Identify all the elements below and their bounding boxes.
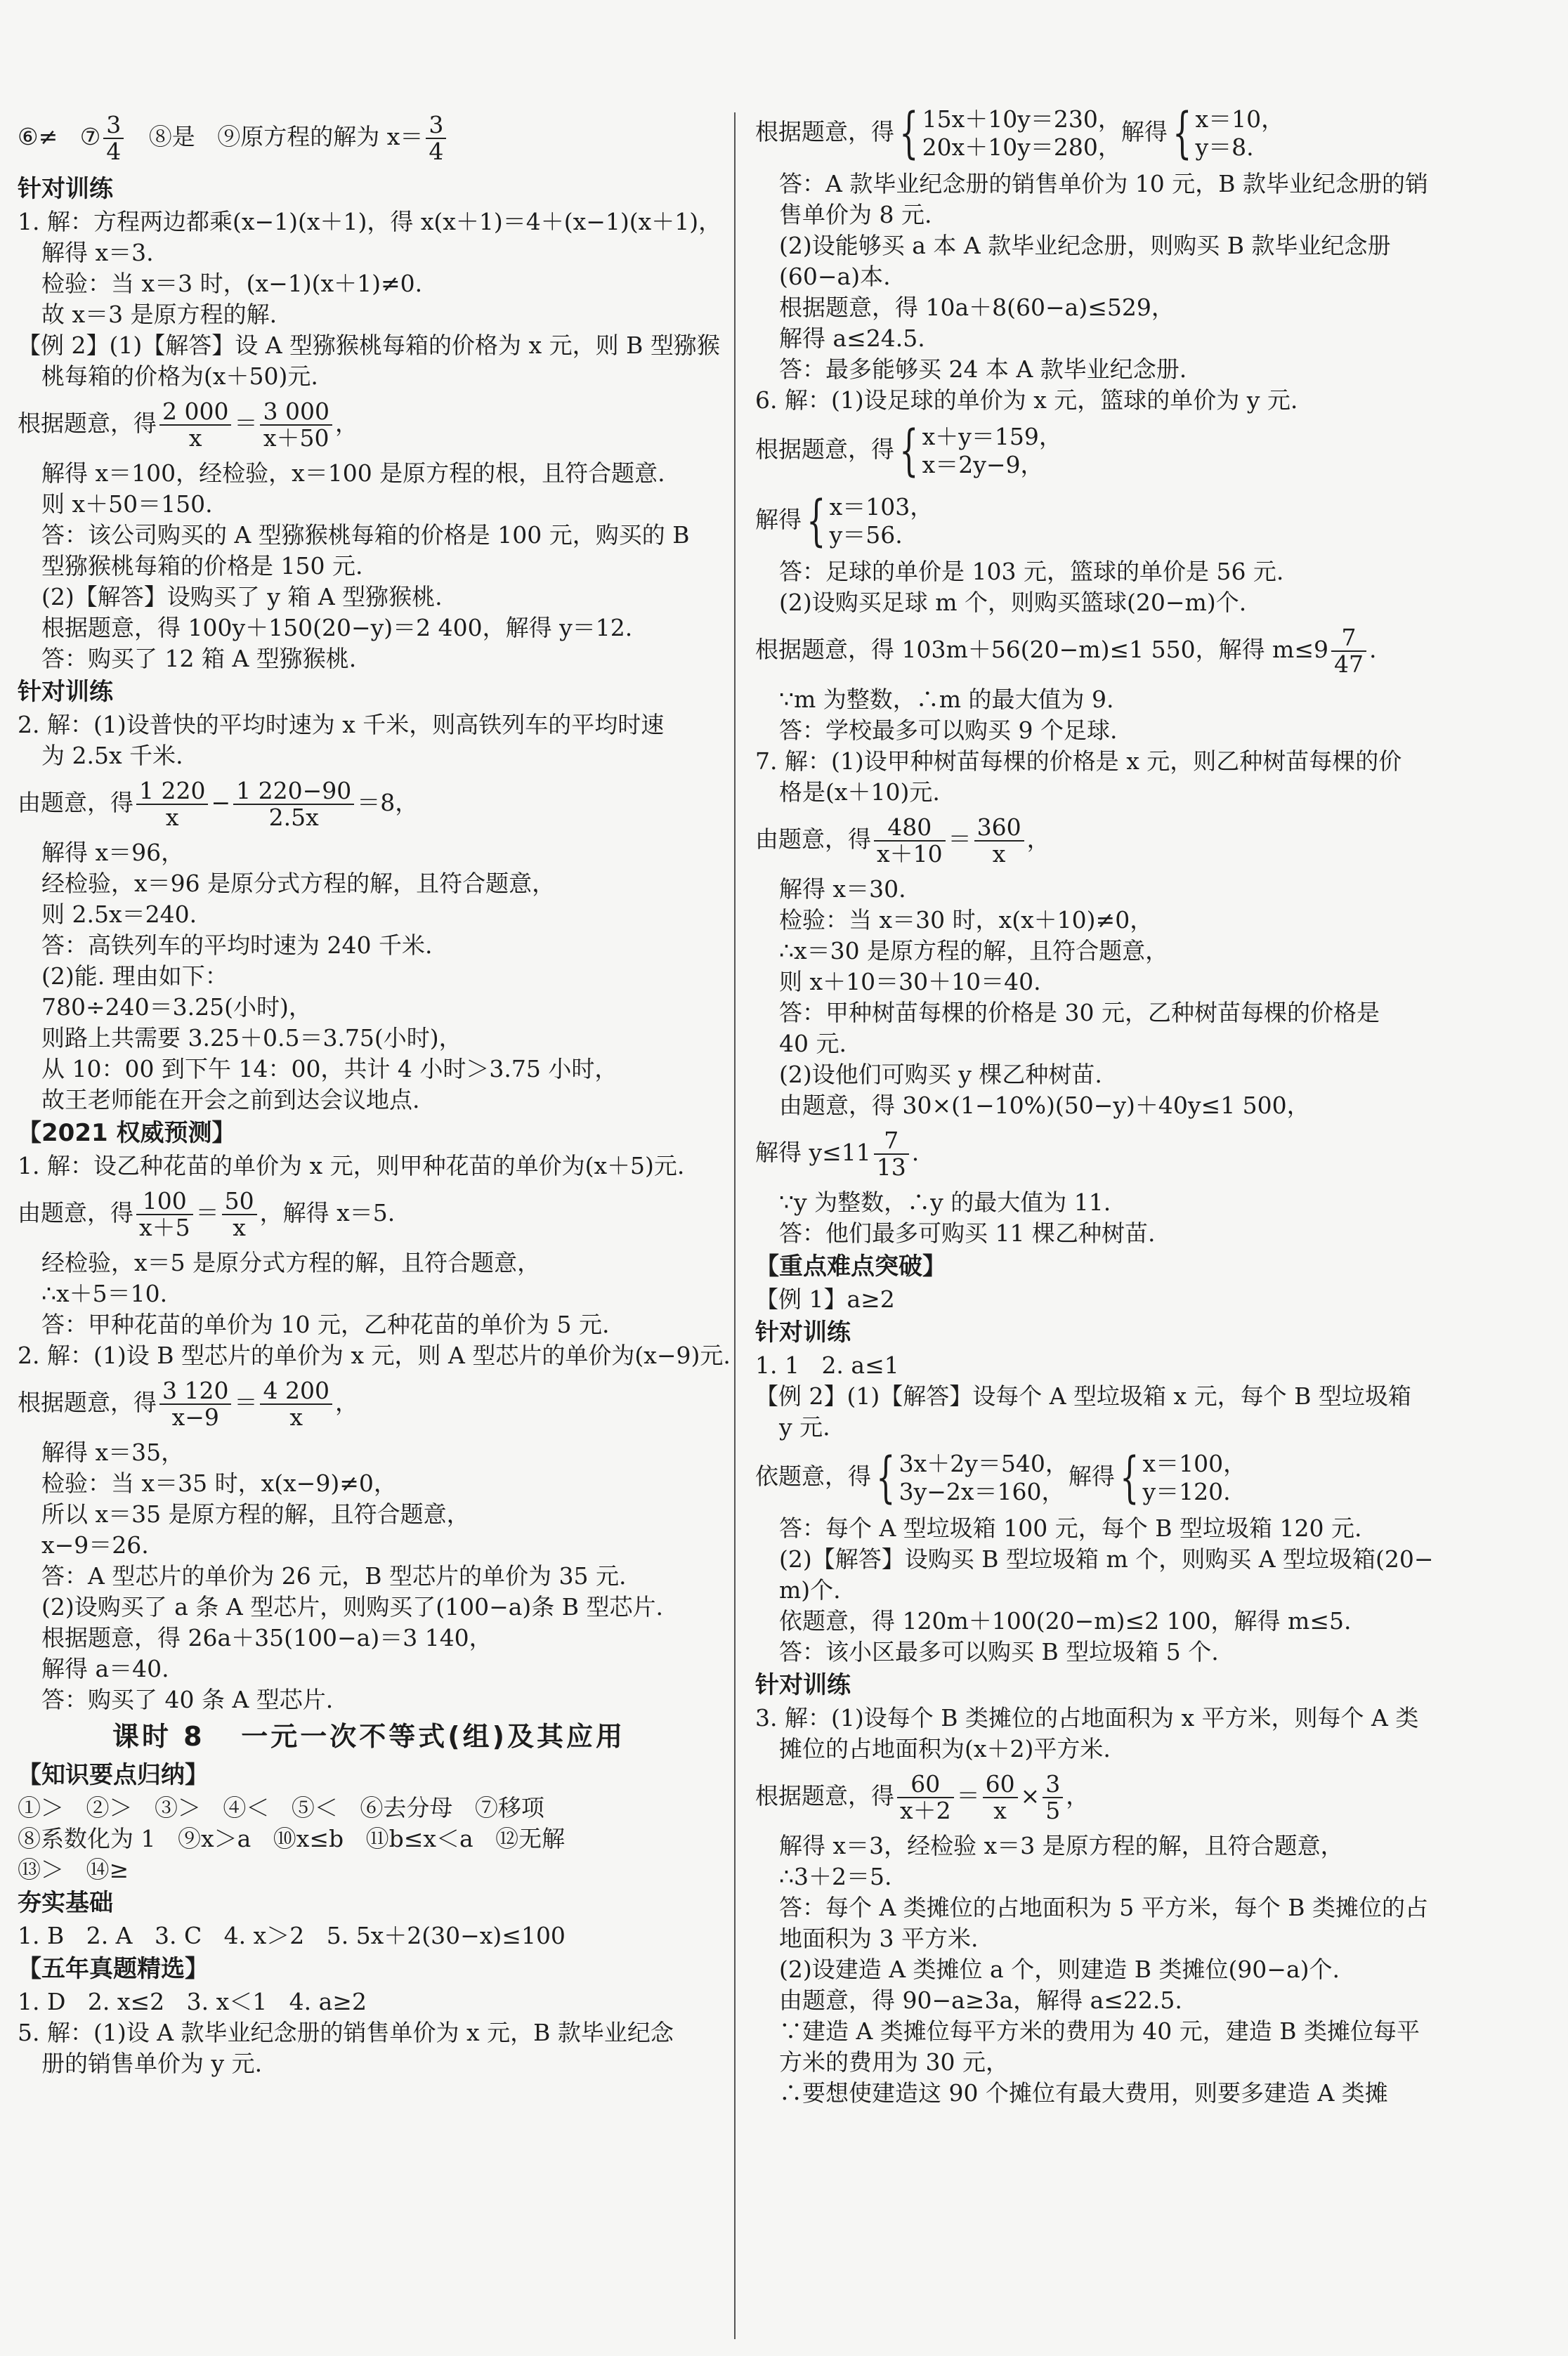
equation-line: 由题意，得 $\frac{480}{x+10}$ ＝ $\frac{360}{x}$ ， (755, 813, 1050, 868)
fraction: $\frac{1 220-90}{2.5x}$ (233, 778, 354, 830)
text-line: 解得 x＝100，经检验，x＝100 是原方程的根，且符合题意. (41, 459, 665, 487)
brace-icon: { (806, 490, 826, 553)
section-heading: 针对训练 (755, 1318, 851, 1347)
text-line: 格是(x＋10)元. (779, 778, 940, 806)
text-line: 根据题意，得 10a＋8(60−a)≤529， (779, 294, 1175, 321)
text-line: 答：购买了 12 箱 A 型猕猴桃. (41, 645, 357, 672)
text-line: 6. 解：(1)设足球的单价为 x 元，篮球的单价为 y 元. (755, 386, 1298, 414)
text-line: 售单价为 8 元. (779, 201, 932, 228)
text-line: (2)设能够买 a 本 A 款毕业纪念册，则购买 B 款毕业纪念册 (779, 232, 1391, 259)
text-line: 检验：当 x＝30 时，x(x＋10)≠0， (779, 906, 1154, 934)
text-line: 答：甲种花苗的单价为 10 元，乙种花苗的单价为 5 元. (41, 1311, 610, 1338)
text-line: 40 元. (779, 1030, 847, 1057)
fraction: $\frac{4 200}{x}$ (260, 1378, 332, 1430)
text-line: (2)能. 理由如下： (41, 962, 228, 990)
equation-line: 根据题意，得 $\frac{2 000}{x}$ ＝ $\frac{3 000}{x+50}$ ， (18, 398, 358, 452)
section-heading: 针对训练 (18, 175, 113, 203)
answer-text: ⑧是 ⑨原方程的解为 x＝ (126, 123, 424, 150)
text-line: 检验：当 x＝3 时，(x−1)(x＋1)≠0. (41, 270, 423, 297)
text-line: ∵m 为整数，∴m 的最大值为 9. (779, 686, 1114, 713)
answer-text: ⑥≠ ⑦ (18, 123, 101, 150)
text-line: (2)设购买足球 m 个，则购买篮球(20−m)个. (779, 589, 1247, 616)
equation-line: 根据题意，得 $\frac{60}{x+2}$ ＝ $\frac{60}{x}$ × $\frac{3}{5}$ ， (755, 1770, 1090, 1824)
fraction: $\frac{1 220}{x}$ (136, 778, 208, 830)
text-line: 2. 解：(1)设普快的平均时速为 x 千米，则高铁列车的平均时速 (18, 711, 665, 738)
section-heading: 【重点难点突破】 (755, 1252, 946, 1281)
text-line: 780÷240＝3.25(小时)， (41, 993, 312, 1021)
text-line: 答：每个 A 型垃圾箱 100 元，每个 B 型垃圾箱 120 元. (779, 1514, 1362, 1542)
section-heading: 针对训练 (755, 1671, 851, 1699)
answer-line (18, 105, 720, 171)
brace-icon: { (899, 419, 919, 483)
text-line: 1. 1 2. a≤1 (755, 1352, 899, 1379)
text-line: 根据题意，得 26a＋35(100−a)＝3 140， (41, 1624, 492, 1651)
right-column (755, 98, 1458, 2109)
text-line: y 元. (779, 1413, 830, 1441)
text-line: 答：他们最多可购买 11 棵乙种树苗. (779, 1219, 1156, 1247)
text-line: 5. 解：(1)设 A 款毕业纪念册的销售单价为 x 元，B 款毕业纪念 (18, 2019, 674, 2046)
section-heading: 【2021 权威预测】 (18, 1119, 236, 1147)
text-line: 故 x＝3 是原方程的解. (41, 301, 277, 328)
fraction: $\frac{3}{5}$ (1043, 1772, 1063, 1824)
fraction: $\frac{360}{x}$ (974, 815, 1024, 867)
equation-system: x＝100， y＝120. (1142, 1450, 1247, 1505)
fraction: $\frac{480}{x+10}$ (874, 815, 946, 867)
text-line: ⑧系数化为 1 ⑨x＞a ⑩x≤b ⑪b≤x＜a ⑫无解 (18, 1825, 566, 1852)
equation-system: 3x＋2y＝540， 3y−2x＝160， (899, 1450, 1069, 1505)
text-line: 3. 解：(1)设每个 B 类摊位的占地面积为 x 平方米，则每个 A 类 (755, 1704, 1419, 1732)
equation-line: 依题意，得{ 3x＋2y＝540， 3y−2x＝160， 解得{ x＝100， y＝120. (755, 1446, 1247, 1510)
column-divider (734, 112, 736, 2339)
text-line: 【例 2】(1)【解答】设每个 A 型垃圾箱 x 元，每个 B 型垃圾箱 (755, 1382, 1411, 1410)
left-column (18, 105, 731, 2079)
text-line: 解得 x＝3. (41, 239, 154, 266)
section-heading: 夯实基础 (18, 1889, 113, 1917)
text-line: ∵y 为整数，∴y 的最大值为 11. (779, 1189, 1111, 1216)
text-line: 解得 x＝35， (41, 1439, 185, 1466)
equation-line: 根据题意，得 103m＋56(20−m)≤1 550，解得 m≤9 $\frac{7}{47}$ . (755, 624, 1377, 678)
fraction: $\frac{3}{4}$ (103, 112, 124, 164)
brace-icon: { (1172, 102, 1192, 165)
text-line: 1. 解：方程两边都乘(x−1)(x＋1)，得 x(x＋1)＝4＋(x−1)(x＋1)， (18, 208, 722, 235)
text-line: 方米的费用为 30 元， (779, 2048, 1009, 2076)
text-line: 答：A 款毕业纪念册的销售单价为 10 元，B 款毕业纪念册的销 (779, 170, 1429, 197)
text-line: (2)设购买了 a 条 A 型芯片，则购买了(100−a)条 B 型芯片. (41, 1593, 663, 1621)
text-line: 答：最多能够买 24 本 A 款毕业纪念册. (779, 355, 1187, 383)
brace-icon: { (1120, 1446, 1139, 1510)
text-line: ∴x＝30 是原方程的解，且符合题意， (779, 937, 1169, 964)
equation-line: 解得{ x＝103， y＝56. (755, 490, 934, 553)
text-line: 则路上共需要 3.25＋0.5＝3.75(小时)， (41, 1024, 462, 1052)
fraction: $\frac{7}{47}$ (1331, 625, 1366, 677)
fraction: $\frac{3 120}{x-9}$ (159, 1378, 231, 1430)
equation-system: 15x＋10y＝230， 20x＋10y＝280， (922, 105, 1121, 161)
fraction: $\frac{7}{13}$ (874, 1128, 909, 1180)
text-line: 1. 解：设乙种花苗的单价为 x 元，则甲种花苗的单价为(x＋5)元. (18, 1152, 685, 1179)
equation-line: 由题意，得 $\frac{1 220}{x}$ − $\frac{1 220-90}{2.5x}$ ＝8， (18, 777, 419, 831)
equation-line: 由题意，得 $\frac{100}{x+5}$ ＝ $\frac{50}{x}$ ，解得 x＝5. (18, 1187, 396, 1241)
text-line: 册的销售单价为 y 元. (41, 2050, 263, 2077)
text-line: ∴要想使建造这 90 个摊位有最大费用，则要多建造 A 类摊 (779, 2079, 1388, 2107)
equation-line: 解得 y≤11 $\frac{7}{13}$ . (755, 1127, 920, 1181)
text-line: (2)【解答】设购买 B 型垃圾箱 m 个，则购买 A 型垃圾箱(20− (779, 1545, 1434, 1573)
text-line: 解得 a≤24.5. (779, 325, 925, 352)
text-line: 桃每箱的价格为(x＋50)元. (41, 362, 318, 390)
text-line: 答：足球的单价是 103 元，篮球的单价是 56 元. (779, 558, 1284, 585)
text-line: 答：每个 A 类摊位的占地面积为 5 平方米，每个 B 类摊位的占 (779, 1894, 1429, 1921)
text-line: 经检验，x＝5 是原分式方程的解，且符合题意， (41, 1249, 541, 1276)
text-line: 从 10：00 到下午 14：00，共计 4 小时＞3.75 小时， (41, 1055, 618, 1082)
text-line: 摊位的占地面积为(x＋2)平方米. (779, 1735, 1111, 1762)
equation-line: 根据题意，得{ x＋y＝159， x＝2y−9， (755, 419, 1062, 483)
text-line: 1. B 2. A 3. C 4. x＞2 5. 5x＋2(30−x)≤100 (18, 1922, 566, 1949)
equation-system: x＝10， y＝8. (1195, 105, 1285, 161)
fraction: $\frac{3 000}{x+50}$ (260, 399, 332, 451)
text-line: 为 2.5x 千米. (41, 742, 183, 769)
lesson-title: 课时 8 一元一次不等式(组)及其应用 (112, 1721, 626, 1752)
brace-icon: { (876, 1446, 896, 1510)
text-line: (2)【解答】设购买了 y 箱 A 型猕猴桃. (41, 583, 443, 610)
text-line: (60−a)本. (779, 263, 891, 290)
fraction: $\frac{2 000}{x}$ (159, 399, 231, 451)
text-line: m)个. (779, 1576, 841, 1604)
section-heading: 【五年真题精选】 (18, 1955, 209, 1983)
text-line: 7. 解：(1)设甲种树苗每棵的价格是 x 元，则乙种树苗每棵的价 (755, 747, 1402, 775)
fraction: $\frac{100}{x+5}$ (136, 1189, 193, 1241)
text-line: ⑬＞ ⑭≥ (18, 1856, 129, 1883)
text-line: 依题意，得 120m＋100(20−m)≤2 100，解得 m≤5. (779, 1607, 1352, 1635)
text-line: 由题意，得 90−a≥3a，解得 a≤22.5. (779, 1987, 1182, 2014)
brace-icon: { (899, 102, 919, 165)
text-line: 由题意，得 30×(1−10%)(50−y)＋40y≤1 500， (779, 1092, 1310, 1119)
text-line: x−9＝26. (41, 1531, 149, 1559)
text-line: 答：A 型芯片的单价为 26 元，B 型芯片的单价为 35 元. (41, 1562, 627, 1590)
fraction: $\frac{60}{x}$ (983, 1772, 1018, 1824)
fraction: $\frac{60}{x+2}$ (897, 1772, 954, 1824)
text-line: 解得 x＝3，经检验 x＝3 是原方程的解，且符合题意， (779, 1832, 1344, 1859)
text-line: 检验：当 x＝35 时，x(x−9)≠0， (41, 1470, 397, 1497)
text-line: 答：甲种树苗每棵的价格是 30 元，乙种树苗每棵的价格是 (779, 999, 1380, 1026)
equation-system: x＝103， y＝56. (829, 493, 934, 549)
text-line: 则 x＋50＝150. (41, 490, 213, 518)
text-line: 2. 解：(1)设 B 型芯片的单价为 x 元，则 A 型芯片的单价为(x−9)元. (18, 1342, 731, 1369)
text-line: ∵建造 A 类摊位每平方米的费用为 40 元，建造 B 类摊位每平 (779, 2017, 1420, 2045)
text-line: 型猕猴桃每箱的价格是 150 元. (41, 552, 363, 580)
text-line: ①＞ ②＞ ③＞ ④＜ ⑤＜ ⑥去分母 ⑦移项 (18, 1794, 544, 1821)
text-line: 【例 1】a≥2 (755, 1285, 895, 1313)
text-line: 所以 x＝35 是原方程的解，且符合题意， (41, 1500, 470, 1528)
text-line: 1. D 2. x≤2 3. x＜1 4. a≥2 (18, 1988, 367, 2015)
equation-line: 根据题意，得{ 15x＋10y＝230， 20x＋10y＝280， 解得{ x＝10， y＝8. (755, 102, 1285, 165)
text-line: 答：购买了 40 条 A 型芯片. (41, 1686, 334, 1713)
section-heading: 【知识要点归纳】 (18, 1761, 209, 1789)
text-line: 根据题意，得 100y＋150(20−y)＝2 400，解得 y＝12. (41, 614, 633, 641)
text-line: (2)设建造 A 类摊位 a 个，则建造 B 类摊位(90−a)个. (779, 1956, 1340, 1983)
text-line: 经检验，x＝96 是原分式方程的解，且符合题意， (41, 870, 556, 897)
text-line: 解得 x＝30. (779, 875, 906, 903)
text-line: 则 2.5x＝240. (41, 901, 197, 928)
text-line: 答：该公司购买的 A 型猕猴桃每箱的价格是 100 元，购买的 B (41, 521, 690, 549)
fraction: $\frac{3}{4}$ (426, 112, 446, 164)
text-line: 地面积为 3 平方米. (779, 1925, 979, 1952)
text-line: 答：该小区最多可以购买 B 型垃圾箱 5 个. (779, 1638, 1219, 1665)
text-line: 答：学校最多可以购买 9 个足球. (779, 716, 1118, 744)
text-line: (2)设他们可购买 y 棵乙种树苗. (779, 1061, 1102, 1088)
text-line: 则 x＋10＝30＋10＝40. (779, 968, 1041, 995)
equation-system: x＋y＝159， x＝2y−9， (922, 423, 1062, 478)
text-line: ∴3＋2＝5. (779, 1863, 892, 1890)
text-line: 【例 2】(1)【解答】设 A 型猕猴桃每箱的价格为 x 元，则 B 型猕猴 (18, 332, 720, 359)
section-heading: 针对训练 (18, 678, 113, 706)
text-line: 答：高铁列车的平均时速为 240 千米. (41, 931, 433, 959)
text-line: 解得 a＝40. (41, 1655, 169, 1682)
text-line: 故王老师能在开会之前到达会议地点. (41, 1086, 420, 1113)
fraction: $\frac{50}{x}$ (222, 1189, 257, 1241)
text-line: 解得 x＝96， (41, 839, 185, 866)
text-line: ∴x＋5＝10. (41, 1280, 168, 1307)
equation-line: 根据题意，得 $\frac{3 120}{x-9}$ ＝ $\frac{4 200}{x}$ ， (18, 1377, 358, 1431)
